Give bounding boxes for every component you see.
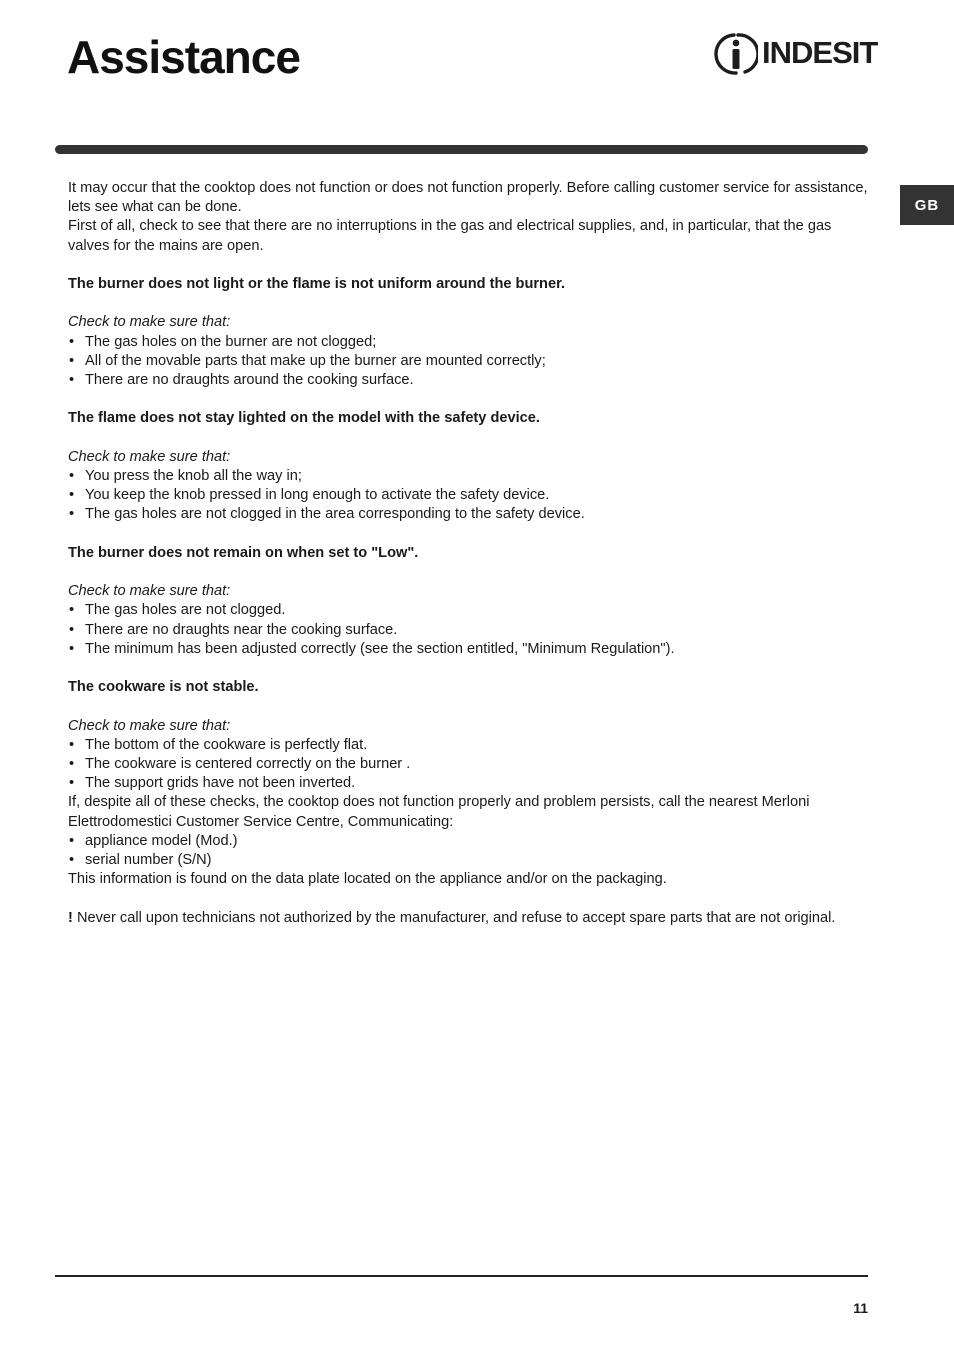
warning-icon: ! [68,909,73,926]
closing-paragraph: If, despite all of these checks, the cooktop does not function properly and problem persists, call the nearest Merloni Elettrodomestici Customer Service Centre, Communicating: [68,794,810,830]
language-tab: GB [900,185,954,225]
page-number: 11 [853,1300,868,1316]
check-label: Check to make sure that: [68,314,231,331]
check-label: Check to make sure that: [68,717,231,734]
header-divider [55,145,868,154]
list-item: • serial number (S/N) [68,851,873,870]
list-item: • The minimum has been adjusted correctly (see the section entitled, "Minimum Regulation"). [68,640,873,659]
page-title: Assistance [67,31,300,83]
list-item: • There are no draughts around the cooking surface. [68,371,873,390]
list-item: • appliance model (Mod.) [68,832,873,851]
list-item: • The bottom of the cookware is perfectly flat. [68,736,873,755]
check-label: Check to make sure that: [68,448,231,465]
list-item: • The support grids have not been inverted. [68,774,873,793]
section-heading: The flame does not stay lighted on the model with the safety device. [68,410,540,427]
section-heading: The burner does not light or the flame is not uniform around the burner. [68,276,566,292]
section-heading: The burner does not remain on when set to "Low". [68,544,419,561]
list-item: • You keep the knob pressed in long enough to activate the safety device. [68,486,873,505]
warning-paragraph [68,909,873,928]
footer-divider [55,1275,868,1277]
main-content [68,179,873,928]
list-item: • The cookware is centered correctly on the burner . [68,755,873,774]
list-item: • The gas holes on the burner are not clogged; [68,333,873,352]
section-heading: The cookware is not stable. [68,679,259,696]
list-item: • All of the movable parts that make up the burner are mounted correctly; [68,352,873,371]
list-item: • You press the knob all the way in; [68,467,873,486]
intro-paragraph: First of all, check to see that there are no interruptions in the gas and electrical supplies, and, in particular, that the gas valves for the mains are open. [68,218,832,254]
indesit-i-icon [714,32,758,76]
brand-name: INDESIT [762,35,878,70]
intro-paragraph: It may occur that the cooktop does not function or does not function properly. Before calling customer service for assistance, lets see what can be done. [68,180,868,216]
check-label: Check to make sure that: [68,583,231,600]
warning-text: Never call upon technicians not authorized by the manufacturer, and refuse to accept spare parts that are not original. [76,909,836,926]
list-item: • There are no draughts near the cooking surface. [68,621,873,640]
list-item: • The gas holes are not clogged. [68,601,873,620]
indesit-logo [714,32,878,76]
info-paragraph: This information is found on the data plate located on the appliance and/or on the packaging. [68,871,667,888]
list-item: • The gas holes are not clogged in the area corresponding to the safety device. [68,505,873,524]
